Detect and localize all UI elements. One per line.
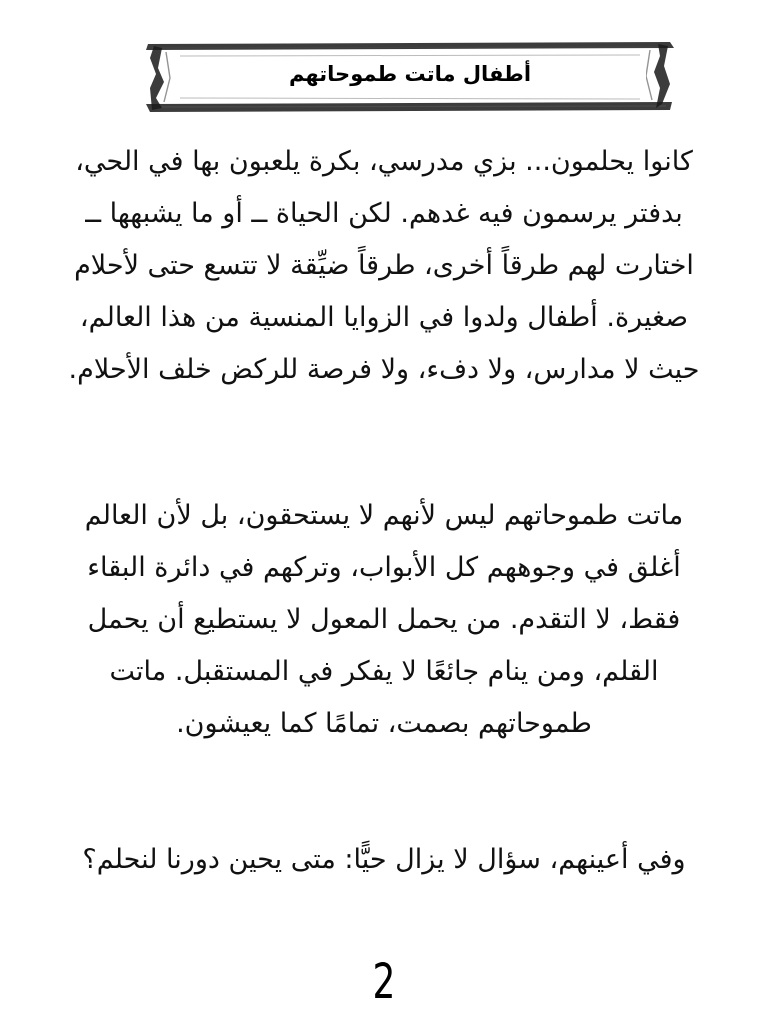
page-title: أطفال ماتت طموحاتهم	[288, 62, 532, 86]
title-banner	[140, 38, 680, 116]
page-number: 2	[372, 954, 396, 1010]
paragraph-3: وفي أعينهم، سؤال لا يزال حيًّا: متى يحين دورنا لنحلم؟	[82, 844, 686, 875]
paragraph-2: ماتت طموحاتهم ليس لأنهم لا يستحقون، بل لأن العالم أغلق في وجوههم كل الأبواب، وتركهم في دائرة البقاء فقط، لا التقدم. من يحمل المعول لا يستطيع أن يحمل القلم، ومن ينام جائعًا لا يفكر في المستقبل. ماتت طموحاتهم بصمت، تمامًا كما يعيشون.	[84, 500, 684, 739]
paragraph-1: كانوا يحلمون... بزي مدرسي، بكرة يلعبون بها في الحي، بدفتر يرسمون فيه غدهم. لكن الحياة ــ أو ما يشبهها ــ اختارت لهم طرقاً أخرى، طرقاً ضيِّقة لا تتسع حتى لأحلام صغيرة. أطفال ولدوا في الزوايا المنسية من هذا العالم، حيث لا مدارس، ولا دفء، ولا فرصة للركض خلف الأحلام.	[68, 146, 700, 385]
